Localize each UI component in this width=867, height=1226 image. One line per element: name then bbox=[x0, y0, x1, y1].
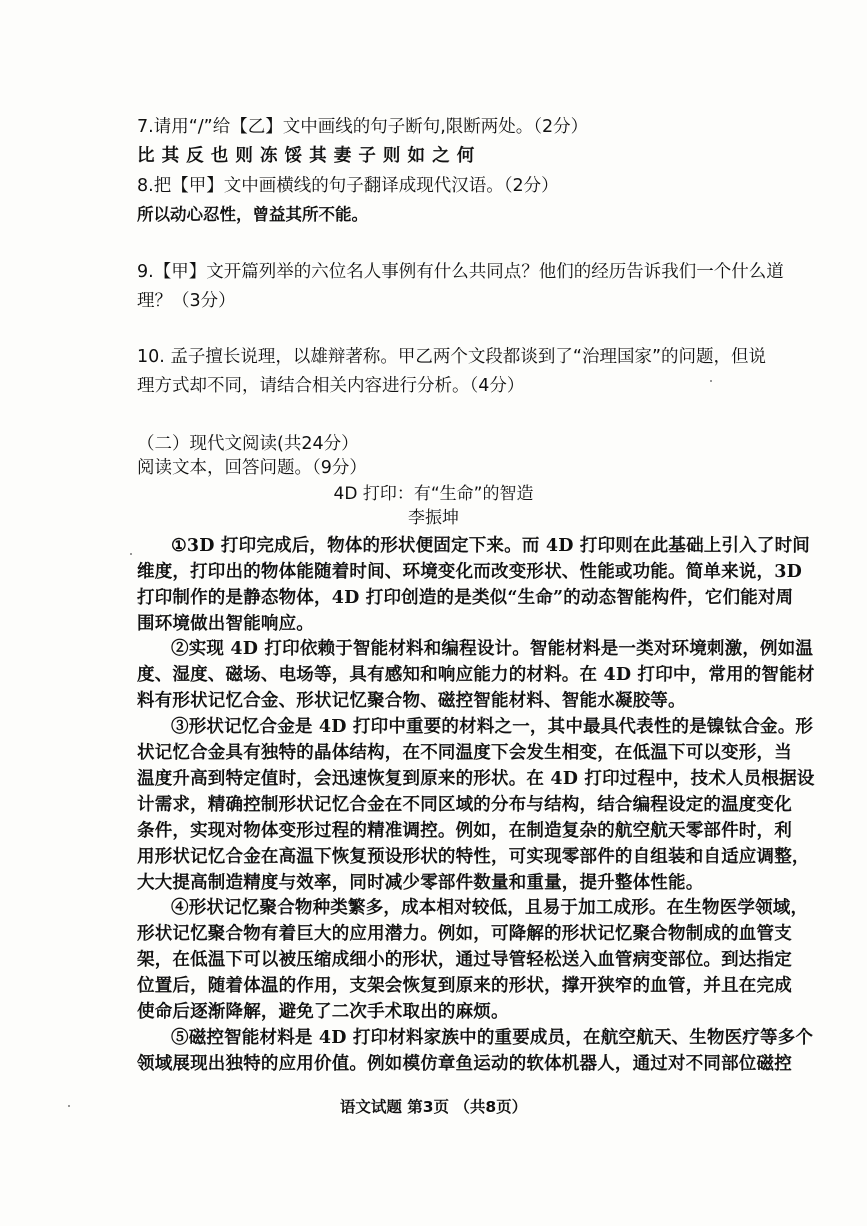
question-8: 8.把【甲】文中画横线的句子翻译成现代汉语。（2分） bbox=[137, 176, 559, 196]
article-line: ⑤磁控智能材料是 4D 打印材料家族中的重要成员，在航空航天、生物医疗等多个 bbox=[171, 1028, 814, 1048]
article-line: 料有形状记忆合金、形状记忆聚合物、磁控智能材料、智能水凝胶等。 bbox=[137, 691, 686, 711]
section-instruction: 阅读文本，回答问题。（9分） bbox=[137, 458, 367, 478]
article-line: 围环境做出智能响应。 bbox=[137, 614, 314, 634]
article-line: 大大提高制造精度与效率，同时减少零部件数量和重量，提升整体性能。 bbox=[137, 873, 704, 893]
article-line: 维度，打印出的物体能随着时间、环境变化而改变形状、性能或功能。简单来说，3D bbox=[137, 562, 802, 582]
article-line: 用形状记忆合金在高温下恢复预设形状的特性，可实现零部件的自组装和自适应调整， bbox=[137, 847, 810, 867]
article-line: ③形状记忆合金是 4D 打印中重要的材料之一，其中最具代表性的是镍钛合金。形 bbox=[171, 717, 814, 737]
article-line: ①3D 打印完成后，物体的形状便固定下来。而 4D 打印则在此基础上引入了时间 bbox=[171, 536, 810, 556]
question-10-line-2: 理方式却不同，请结合相关内容进行分析。（4分） bbox=[137, 376, 525, 396]
article-line: 打印制作的是静态物体，4D 打印创造的是类似“生命”的动态智能构件，它们能对周 bbox=[137, 588, 794, 608]
article-line: 领域展现出独特的应用价值。例如模仿章鱼运动的软体机器人，通过对不同部位磁控 bbox=[137, 1054, 792, 1074]
section-heading: （二）现代文阅读(共24分） bbox=[137, 434, 359, 454]
article-line: ④形状记忆聚合物种类繁多，成本相对较低，且易于加工成形。在生物医学领域， bbox=[171, 898, 809, 918]
article-line: 位置后，随着体温的作用，支架会恢复到原来的形状，撑开狭窄的血管，并且在完成 bbox=[137, 976, 792, 996]
article-line: 温度升高到特定值时，会迅速恢复到原来的形状。在 4D 打印过程中，技术人员根据设 bbox=[137, 769, 815, 789]
article-line: 状记忆合金具有独特的晶体结构，在不同温度下会发生相变，在低温下可以变形，当 bbox=[137, 743, 792, 763]
article-line: 度、湿度、磁场、电场等，具有感知和响应能力的材料。在 4D 打印中，常用的智能材 bbox=[137, 665, 815, 685]
question-9-line-2: 理？（3分） bbox=[137, 291, 236, 311]
question-9-line-1: 9.【甲】文开篇列举的六位名人事例有什么共同点？他们的经历告诉我们一个什么道 bbox=[137, 262, 784, 282]
scan-speck bbox=[710, 380, 712, 382]
article-title: 4D 打印：有“生命”的智造 bbox=[333, 484, 534, 504]
scan-speck bbox=[130, 553, 132, 555]
article-line: ②实现 4D 打印依赖于智能材料和编程设计。智能材料是一类对环境刺激，例如温 bbox=[171, 639, 814, 659]
article-author: 李振坤 bbox=[408, 508, 459, 528]
article-line: 条件，实现对物体变形过程的精准调控。例如，在制造复杂的航空航天零部件时，利 bbox=[137, 821, 792, 841]
page-footer: 语文试题 第3页 （共8页） bbox=[339, 1098, 528, 1116]
article-line: 使命后逐渐降解，避免了二次手术取出的麻烦。 bbox=[137, 1002, 509, 1022]
question-7: 7.请用“/”给【乙】文中画线的句子断句,限断两处。（2分） bbox=[137, 117, 589, 137]
article-line: 形状记忆聚合物有着巨大的应用潜力。例如，可降解的形状记忆聚合物制成的血管支 bbox=[137, 924, 792, 944]
scan-speck bbox=[68, 1105, 70, 1107]
question-7-sentence: 比 其 反 也 则 冻 馁 其 妻 子 则 如 之 何 bbox=[137, 146, 475, 166]
question-8-sentence: 所以动心忍性，曾益其所不能。 bbox=[137, 205, 368, 224]
question-10-line-1: 10. 孟子擅长说理，以雄辩著称。甲乙两个文段都谈到了“治理国家”的问题，但说 bbox=[137, 347, 767, 367]
article-line: 架，在低温下可以被压缩成细小的形状，通过导管轻松送入血管病变部位。到达指定 bbox=[137, 950, 792, 970]
article-line: 计需求，精确控制形状记忆合金在不同区域的分布与结构，结合编程设定的温度变化 bbox=[137, 795, 792, 815]
